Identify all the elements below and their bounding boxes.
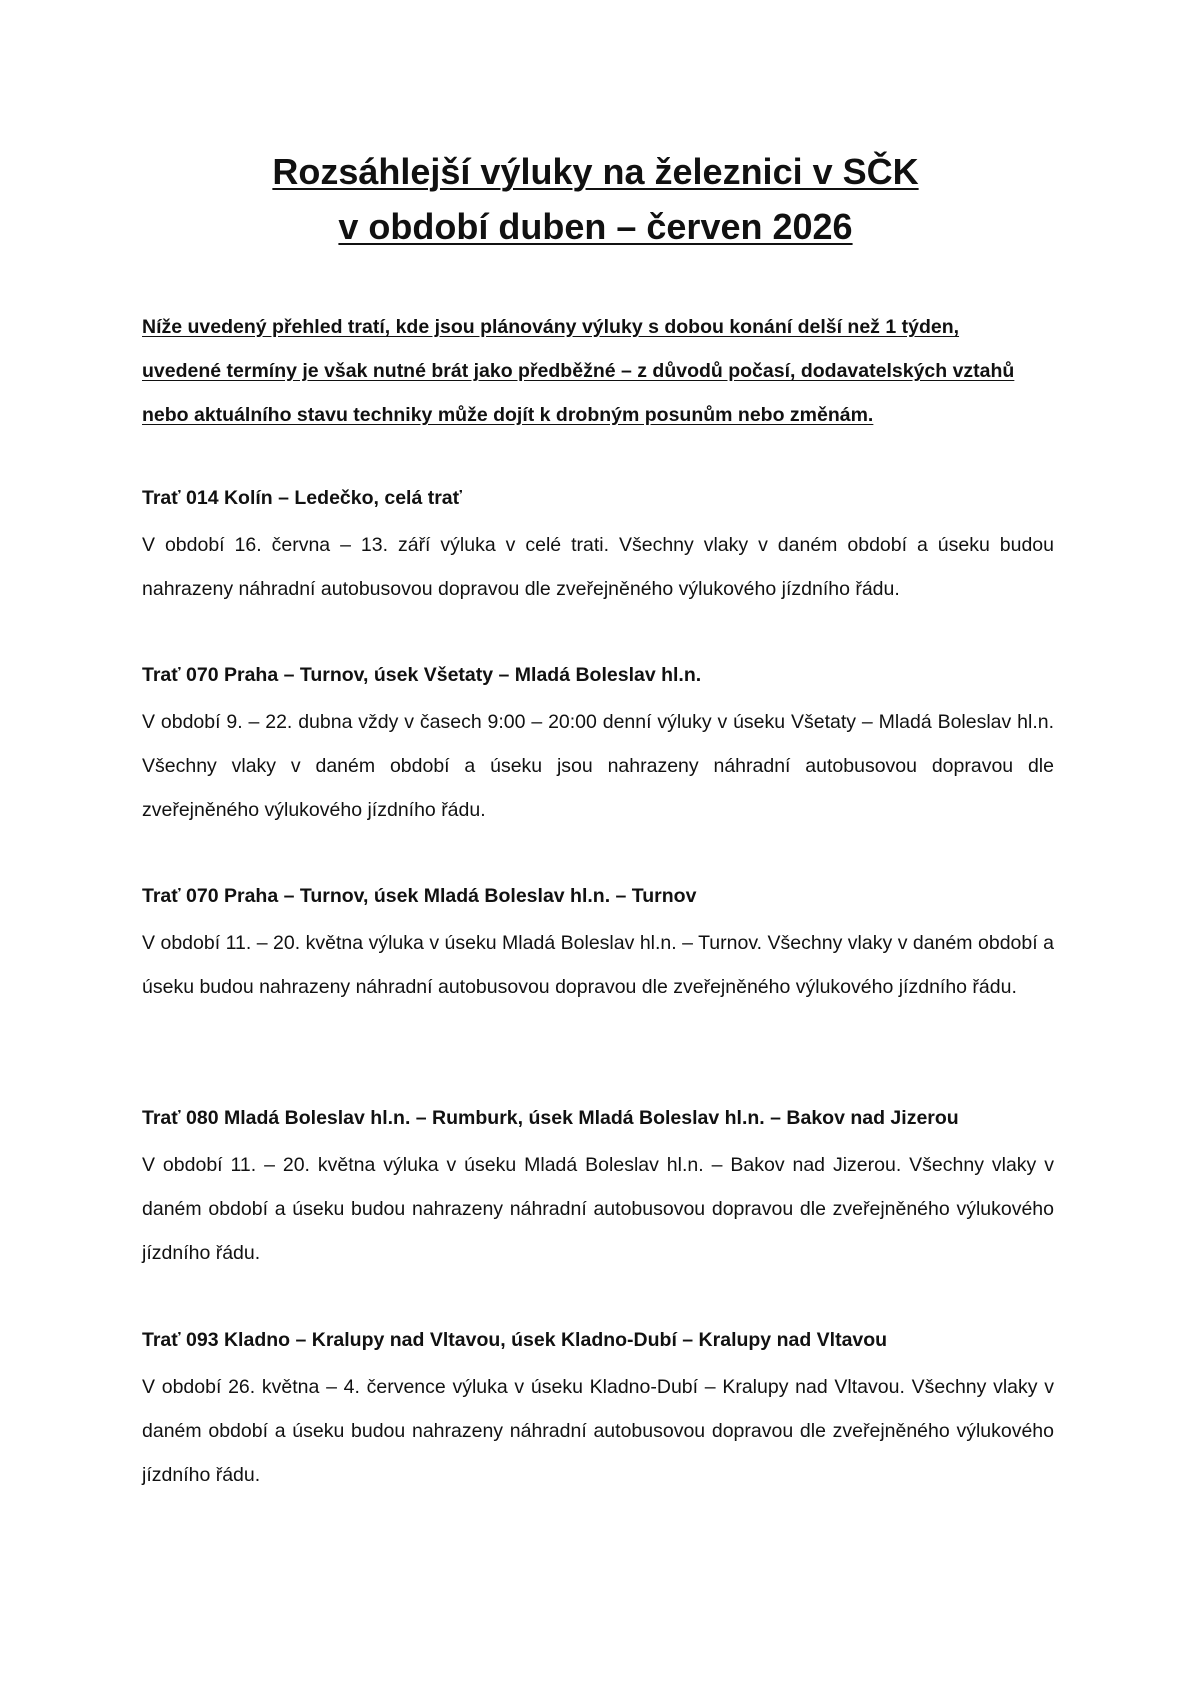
section-trat-093 [142, 1327, 1054, 1497]
page-title [0, 150, 1191, 249]
intro-paragraph: Níže uvedený přehled tratí, kde jsou plánovány výluky s dobou konání delší než 1 týden, uvedené termíny je však nutné brát jako předběžné – z důvodů počasí, dodavatelských vztahů nebo aktuálního stavu techniky může dojít k drobným posunům nebo změnám. [142, 316, 1015, 426]
section-trat-070-vsetaty [142, 662, 1054, 832]
section-heading: Trať 080 Mladá Boleslav hl.n. – Rumburk, úsek Mladá Boleslav hl.n. – Bakov nad Jizerou [142, 1107, 959, 1129]
section-text: V období 11. – 20. května výluka v úseku Mladá Boleslav hl.n. – Turnov. Všechny vlaky v daném období a úseku budou nahrazeny náhradní autobusovou dopravou dle zveřejněného výlukového jízdního řádu. [142, 932, 1054, 998]
section-text: V období 16. června – 13. září výluka v celé trati. Všechny vlaky v daném období a úseku budou nahrazeny náhradní autobusovou dopravou dle zveřejněného výlukového jízdního řádu. [142, 534, 1054, 600]
title-line-2: v období duben – červen 2026 [338, 206, 853, 247]
section-text: V období 11. – 20. května výluka v úseku Mladá Boleslav hl.n. – Bakov nad Jizerou. Všechny vlaky v daném období a úseku budou nahrazeny náhradní autobusovou dopravou dle zveřejněného výlukového jízdního řádu. [142, 1154, 1054, 1264]
section-trat-080 [142, 1105, 1054, 1275]
title-line-1: Rozsáhlejší výluky na železnici v SČK [272, 151, 919, 192]
section-text: V období 26. května – 4. července výluka v úseku Kladno-Dubí – Kralupy nad Vltavou. Všechny vlaky v daném období a úseku budou nahrazeny náhradní autobusovou dopravou dle zveřejněného výlukového jízdního řádu. [142, 1376, 1054, 1486]
section-text: V období 9. – 22. dubna vždy v časech 9:00 – 20:00 denní výluky v úseku Všetaty – Mladá Boleslav hl.n. Všechny vlaky v daném období a úseku jsou nahrazeny náhradní autobusovou dopravou dle zveřejněného výlukového jízdního řádu. [142, 711, 1054, 821]
section-trat-014 [142, 485, 1054, 611]
section-heading: Trať 014 Kolín – Ledečko, celá trať [142, 487, 462, 509]
section-heading: Trať 093 Kladno – Kralupy nad Vltavou, úsek Kladno-Dubí – Kralupy nad Vltavou [142, 1329, 888, 1351]
section-heading: Trať 070 Praha – Turnov, úsek Mladá Boleslav hl.n. – Turnov [142, 885, 697, 907]
section-trat-070-turnov [142, 883, 1054, 1009]
section-heading: Trať 070 Praha – Turnov, úsek Všetaty – Mladá Boleslav hl.n. [142, 664, 702, 686]
